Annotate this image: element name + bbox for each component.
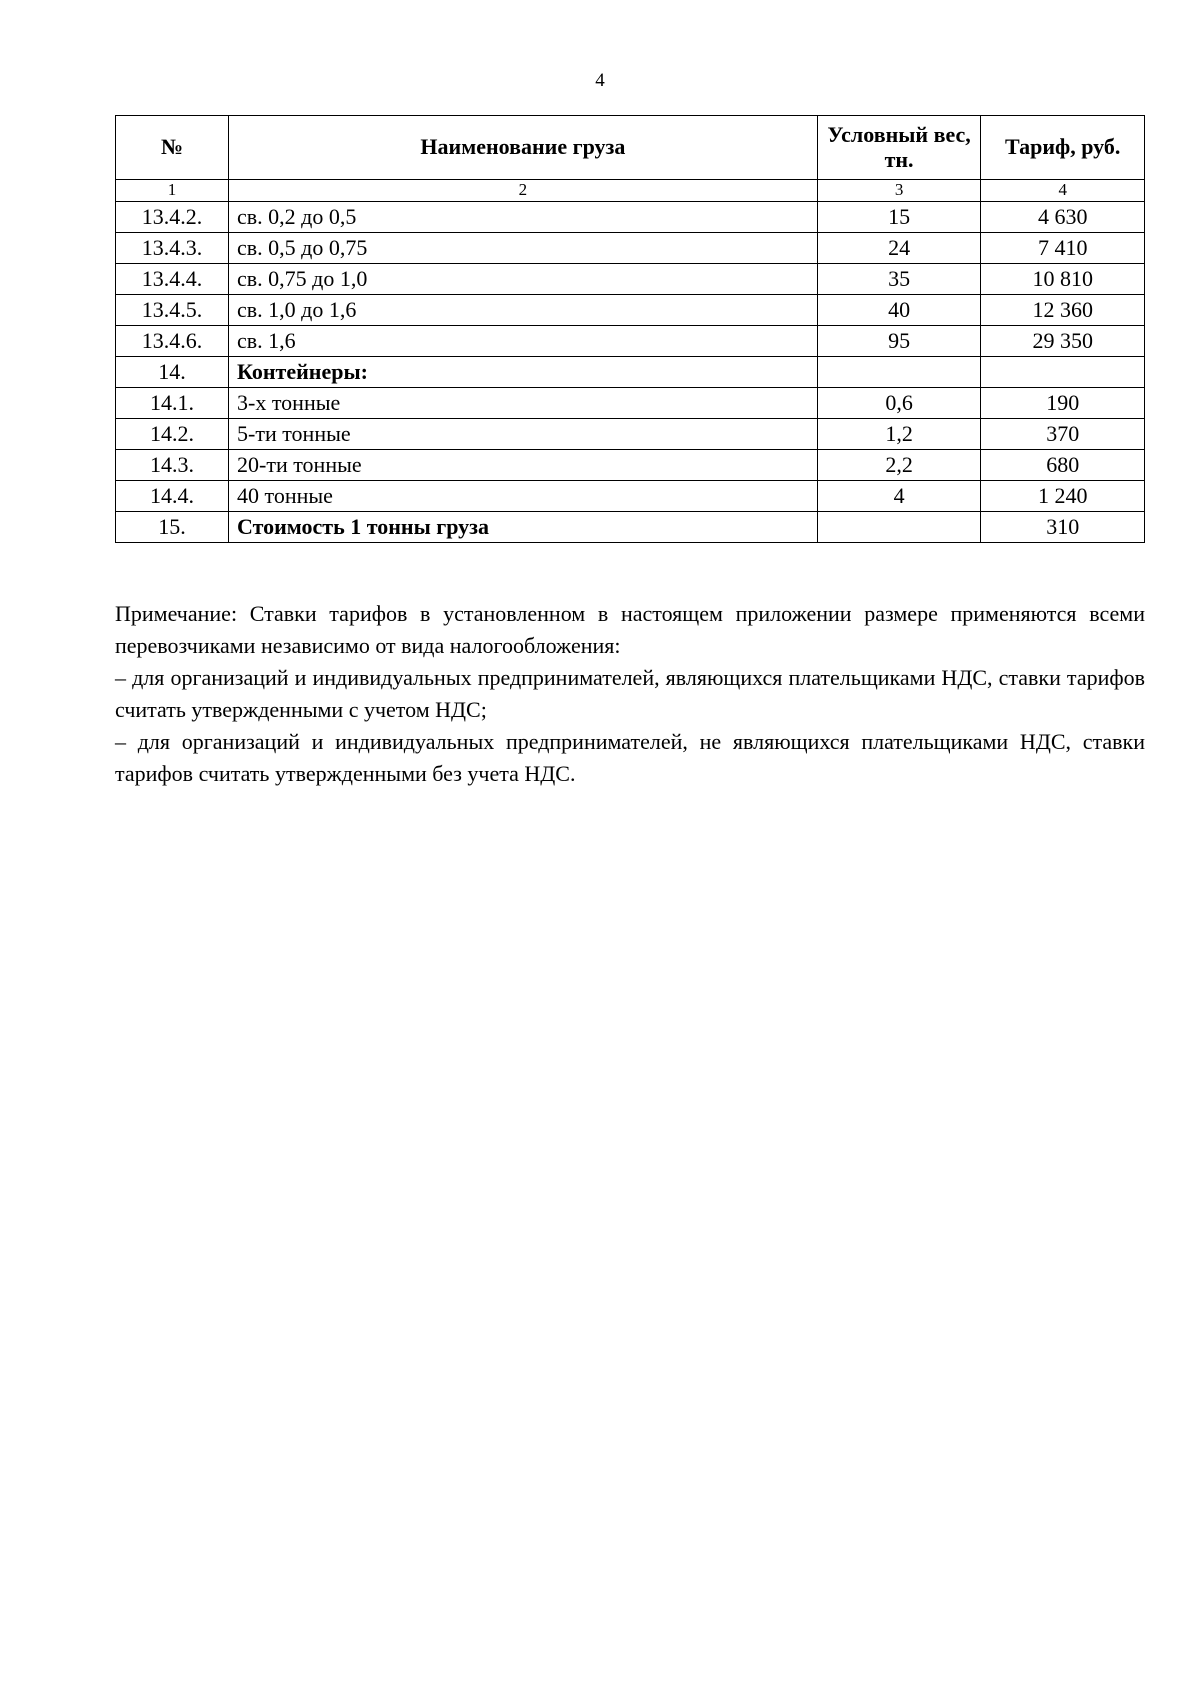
cell-cargo-name: св. 0,5 до 0,75	[229, 233, 818, 264]
column-number: 3	[817, 180, 981, 202]
cell-number: 14.4.	[116, 481, 229, 512]
cell-weight: 35	[817, 264, 981, 295]
cell-weight: 2,2	[817, 450, 981, 481]
table-row	[116, 481, 1145, 512]
cell-tariff: 29 350	[981, 326, 1145, 357]
table-row	[116, 202, 1145, 233]
header-cargo-name: Наименование груза	[229, 116, 818, 180]
table-row	[116, 450, 1145, 481]
table-row	[116, 357, 1145, 388]
cell-number: 13.4.5.	[116, 295, 229, 326]
table-row	[116, 419, 1145, 450]
cell-tariff: 4 630	[981, 202, 1145, 233]
table-row	[116, 233, 1145, 264]
cell-number: 15.	[116, 512, 229, 543]
table-row	[116, 295, 1145, 326]
cell-tariff: 7 410	[981, 233, 1145, 264]
table-row	[116, 512, 1145, 543]
column-numbers-row	[116, 180, 1145, 202]
cell-cargo-name: Стоимость 1 тонны груза	[229, 512, 818, 543]
table-row	[116, 264, 1145, 295]
cell-cargo-name: св. 1,0 до 1,6	[229, 295, 818, 326]
cell-number: 14.1.	[116, 388, 229, 419]
cell-cargo-name: св. 0,75 до 1,0	[229, 264, 818, 295]
cell-cargo-name: св. 1,6	[229, 326, 818, 357]
cell-weight: 15	[817, 202, 981, 233]
cell-cargo-name: 40 тонные	[229, 481, 818, 512]
cell-tariff: 1 240	[981, 481, 1145, 512]
cell-weight: 95	[817, 326, 981, 357]
table-body	[116, 202, 1145, 543]
cell-tariff: 680	[981, 450, 1145, 481]
cell-number: 14.	[116, 357, 229, 388]
cell-weight: 4	[817, 481, 981, 512]
note-section	[115, 598, 1145, 790]
header-tariff: Тариф, руб.	[981, 116, 1145, 180]
cell-cargo-name: 3-х тонные	[229, 388, 818, 419]
cell-number: 13.4.2.	[116, 202, 229, 233]
table-header-row	[116, 116, 1145, 180]
header-number: №	[116, 116, 229, 180]
cell-cargo-name: 20-ти тонные	[229, 450, 818, 481]
cell-cargo-name: Контейнеры:	[229, 357, 818, 388]
cell-number: 13.4.3.	[116, 233, 229, 264]
cell-weight: 24	[817, 233, 981, 264]
note-paragraph: – для организаций и индивидуальных предпринимателей, являющихся плательщиками НДС, ставки тарифов считать утвержденными с учетом НДС;	[115, 665, 1145, 722]
tariff-table	[115, 115, 1145, 543]
cell-weight: 0,6	[817, 388, 981, 419]
cell-number: 13.4.4.	[116, 264, 229, 295]
table-row	[116, 388, 1145, 419]
column-number: 1	[116, 180, 229, 202]
cell-weight: 1,2	[817, 419, 981, 450]
header-conditional-weight: Условный вес, тн.	[817, 116, 981, 180]
column-number: 4	[981, 180, 1145, 202]
column-number: 2	[229, 180, 818, 202]
cell-number: 13.4.6.	[116, 326, 229, 357]
cell-tariff: 370	[981, 419, 1145, 450]
table-row	[116, 326, 1145, 357]
cell-tariff: 190	[981, 388, 1145, 419]
cell-number: 14.2.	[116, 419, 229, 450]
cell-number: 14.3.	[116, 450, 229, 481]
cell-weight	[817, 512, 981, 543]
cell-tariff: 12 360	[981, 295, 1145, 326]
cell-tariff	[981, 357, 1145, 388]
cell-cargo-name: св. 0,2 до 0,5	[229, 202, 818, 233]
note-paragraph: – для организаций и индивидуальных предпринимателей, не являющихся плательщиками НДС, ставки тарифов считать утвержденными без учета НДС.	[115, 729, 1145, 786]
cell-cargo-name: 5-ти тонные	[229, 419, 818, 450]
cell-tariff: 10 810	[981, 264, 1145, 295]
cell-weight	[817, 357, 981, 388]
cell-weight: 40	[817, 295, 981, 326]
cell-tariff: 310	[981, 512, 1145, 543]
page-number: 4	[595, 70, 605, 91]
note-paragraph: Примечание: Ставки тарифов в установленном в настоящем приложении размере применяются всеми перевозчиками независимо от вида налогообложения:	[115, 601, 1145, 658]
